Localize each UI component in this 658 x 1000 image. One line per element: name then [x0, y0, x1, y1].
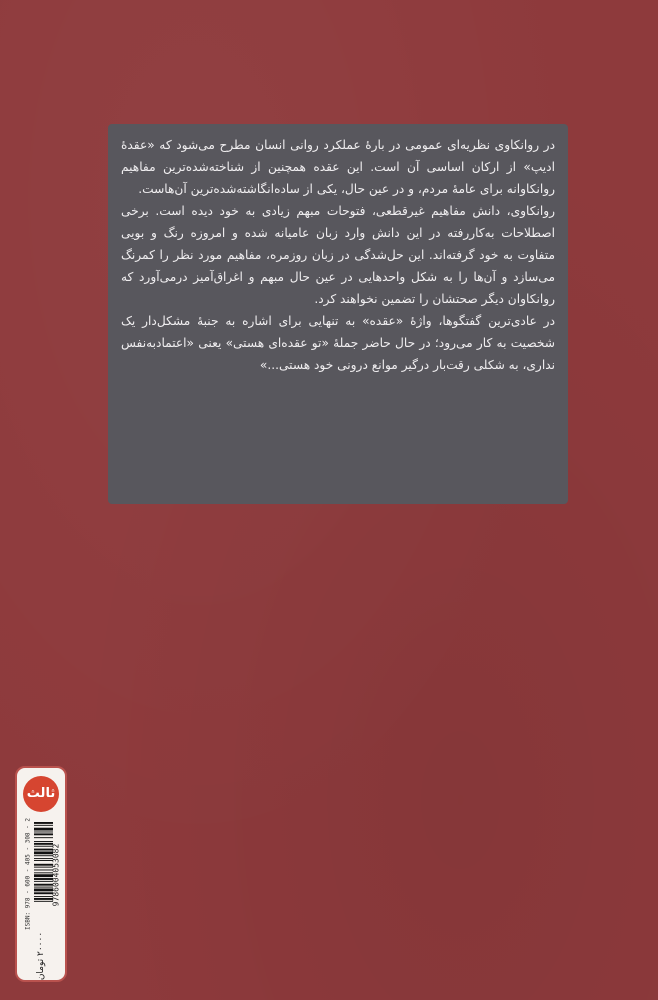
ean-digits: 9786004053082	[51, 843, 61, 907]
blurb-paragraph-1: در روانکاوی نظریه‌ای عمومی در بارهٔ عملکرد روانی انسان مطرح می‌شود که «عقدهٔ ادیپ» از ارکان اساسی آن است. این عقده همچنین از شناخته‌شده‌ترین مفاهیم روانکاوانه برای عامهٔ مردم، و در عین حال، یکی از ساده‌انگاشته‌شده‌ترین آن‌هاست.	[121, 138, 555, 196]
barcode-panel	[15, 766, 67, 982]
publisher-logo: ثالث	[23, 776, 59, 812]
price-label: ۲۰۰۰۰ تومان	[36, 931, 46, 981]
isbn-label: ISBN: 978 - 600 - 405 - 308 - 2	[24, 818, 32, 930]
blurb-paragraph-2: روانکاوی، دانش مفاهیم غیرقطعی، فتوحات مبهم زیادی به خود دیده است. برخی اصطلاحات به‌کاررفته در این دانش وارد زبان عامیانه شده و امروزه رنگ و بویی متفاوت به خود گرفته‌اند. این حل‌شدگی در زبان روزمره، مفاهیم مورد نظر را کمرنگ می‌سازد و آن‌ها را به شکل واحدهایی در عین حال مبهم و اغراق‌آمیز درمی‌آورد که روانکاوان دیگر صحتشان را تضمین نخواهند کرد.	[121, 204, 555, 306]
blurb-paragraph-3: در عادی‌ترین گفتگوها، واژهٔ «عقده» به تنهایی برای اشاره به جنبهٔ مشکل‌دار یک شخصیت به کار می‌رود؛ در حال حاضر جملهٔ «تو عقده‌ای هستی» یعنی «اعتمادبه‌نفس نداری، به شکلی رقت‌بار درگیر موانع درونی خود هستی...»	[121, 314, 555, 372]
blurb-text-box	[108, 124, 568, 504]
